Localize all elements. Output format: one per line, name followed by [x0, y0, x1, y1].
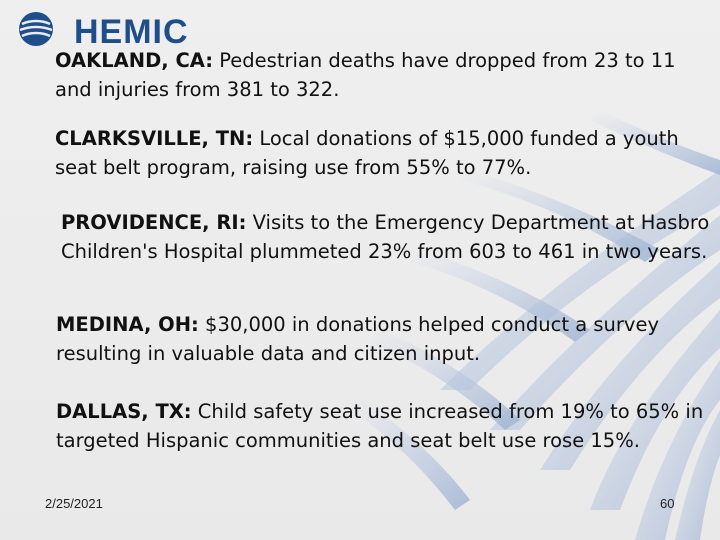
item-medina	[56, 310, 720, 368]
item-heading: OAKLAND, CA:	[55, 49, 214, 72]
globe-icon	[16, 8, 60, 50]
item-heading: PROVIDENCE, RI:	[61, 211, 247, 234]
item-heading: MEDINA, OH:	[56, 313, 199, 336]
item-body: Pedestrian deaths have dropped from 23 to 11 and injuries from 381 to 322.	[55, 49, 676, 101]
item-dallas	[56, 397, 716, 455]
item-body: Visits to the Emergency Department at Hasbro Children's Hospital plummeted 23% from 603 to 461 in two years.	[61, 211, 710, 263]
item-body: $30,000 in donations helped conduct a survey resulting in valuable data and citizen input.	[56, 313, 659, 365]
item-heading: DALLAS, TX:	[56, 400, 192, 423]
hemic-logo	[16, 8, 191, 50]
item-body: Child safety seat use increased from 19% to 65% in targeted Hispanic communities and seat belt use rose 15%.	[56, 400, 704, 452]
item-clarksville	[55, 124, 715, 182]
item-oakland	[55, 46, 715, 104]
footer-date: 2/25/2021	[45, 496, 103, 511]
item-body: Local donations of $15,000 funded a youth seat belt program, raising use from 55% to 77%.	[55, 127, 679, 179]
item-heading: CLARKSVILLE, TN:	[55, 127, 254, 150]
page-number: 60	[660, 496, 675, 511]
logo-text: HEMIC	[74, 13, 189, 51]
item-providence	[61, 208, 711, 266]
